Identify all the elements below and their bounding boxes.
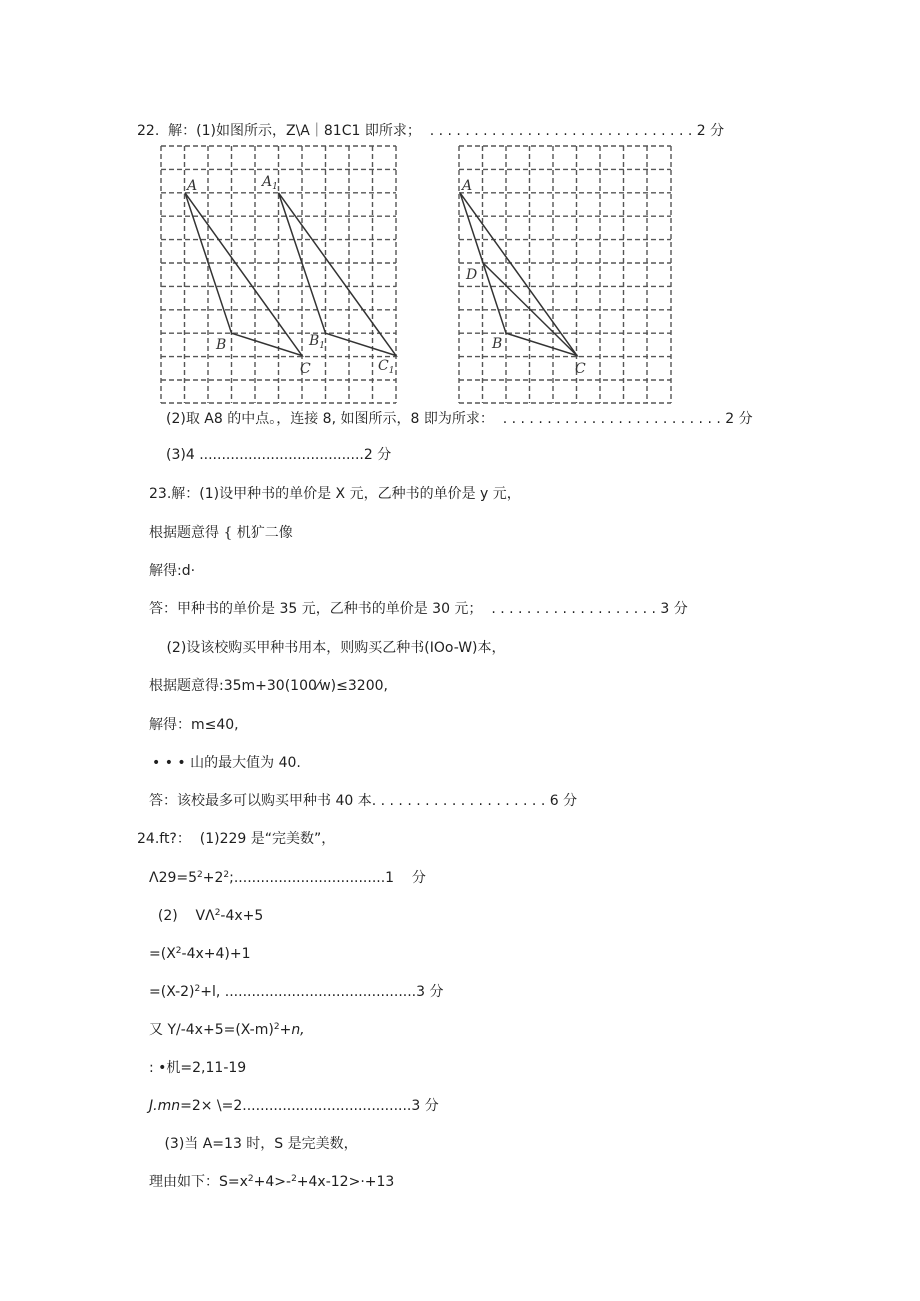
q24-step4-line: : •机=2,11-19 xyxy=(149,1060,247,1076)
figure-left-grid-translation xyxy=(155,140,405,410)
q24-step2-line: $=(X-2)^2+l$, ...........................................3 分 xyxy=(149,984,444,1000)
q24-part2-line: (2) $V\Lambda^2-4x+5$ xyxy=(149,908,264,924)
label-d: D xyxy=(466,267,478,283)
figure-right-grid-midpoint xyxy=(450,140,680,410)
q24-part1-calc-line: $\Lambda 29=5^2+2^2;..................................1$ 分 xyxy=(149,870,426,886)
label-a: A xyxy=(187,178,198,194)
triangle-abc-right xyxy=(460,193,577,356)
q23-answer2-line: 答：该校最多可以购买甲种书 40 本. . . . . . . . . . . . . . . . . . . . 6 分 xyxy=(149,793,578,809)
triangle-abc xyxy=(185,193,302,356)
triangle-a1b1c1 xyxy=(279,193,397,356)
label-c-right: C xyxy=(575,361,586,377)
label-c: C xyxy=(300,361,311,377)
label-c1: $C_1$ xyxy=(378,358,395,376)
label-b1: $B_1$ xyxy=(309,333,326,351)
q23-solve-line: 解得:d· xyxy=(149,563,196,579)
q22-part2-line: (2)取 A8 的中点。，连接 8, 如图所示，8 即为所求： . . . . . . . . . . . . . . . . . . . . . . . . . 2 分 xyxy=(166,411,753,427)
q22-part3-line: (3)4 .....................................2 分 xyxy=(166,447,392,463)
q24-step3-line: 又 $Y/-4x+5=(X-m)^2+n$, xyxy=(149,1022,305,1038)
q23-max-line: • • • 山的最大值为 40. xyxy=(152,755,301,771)
q24-step5-line: J.mn=2× \=2......................................3 分 xyxy=(149,1098,439,1114)
label-a-right: A xyxy=(462,178,473,194)
q24-part3-line: (3)当 A=13 时，S 是完美数， xyxy=(160,1136,358,1152)
q24-reason-line: 理由如下：$S=x^2+4>-^2+4x-12>\cdot+13$ xyxy=(149,1174,395,1190)
q23-heading-line: 23.解：(1)设甲种书的单价是 X 元，乙种书的单价是 y 元， xyxy=(149,486,521,502)
q24-heading-line: 24.ft?： (1)229 是“完美数”， xyxy=(137,831,336,847)
q23-inequality-line: 根据题意得:35m+30(100⁄w)≤3200, xyxy=(149,678,388,694)
label-a1: $A_1$ xyxy=(262,174,278,192)
q23-part2-line: (2)设该校购买甲种书用本，则购买乙种书(IOo-W)本， xyxy=(162,640,506,656)
q22-heading-line: 22. 解：(1)如图所示，Z\A｜81C1 即所求； . . . . . . . . . . . . . . . . . . . . . . . . . . . . . . 2 分 xyxy=(137,123,725,139)
q24-step1-line: $=(X^2-4x+4)+1$ xyxy=(149,946,251,962)
label-b-right: B xyxy=(492,336,503,352)
label-b: B xyxy=(216,337,227,353)
q23-answer1-line: 答：甲种书的单价是 35 元，乙种书的单价是 30 元； . . . . . . . . . . . . . . . . . . . 3 分 xyxy=(149,601,688,617)
q23-equation-line: 根据题意得 { 机犷二像 xyxy=(149,525,293,541)
q23-solve2-line: 解得：m≤40, xyxy=(149,717,239,733)
